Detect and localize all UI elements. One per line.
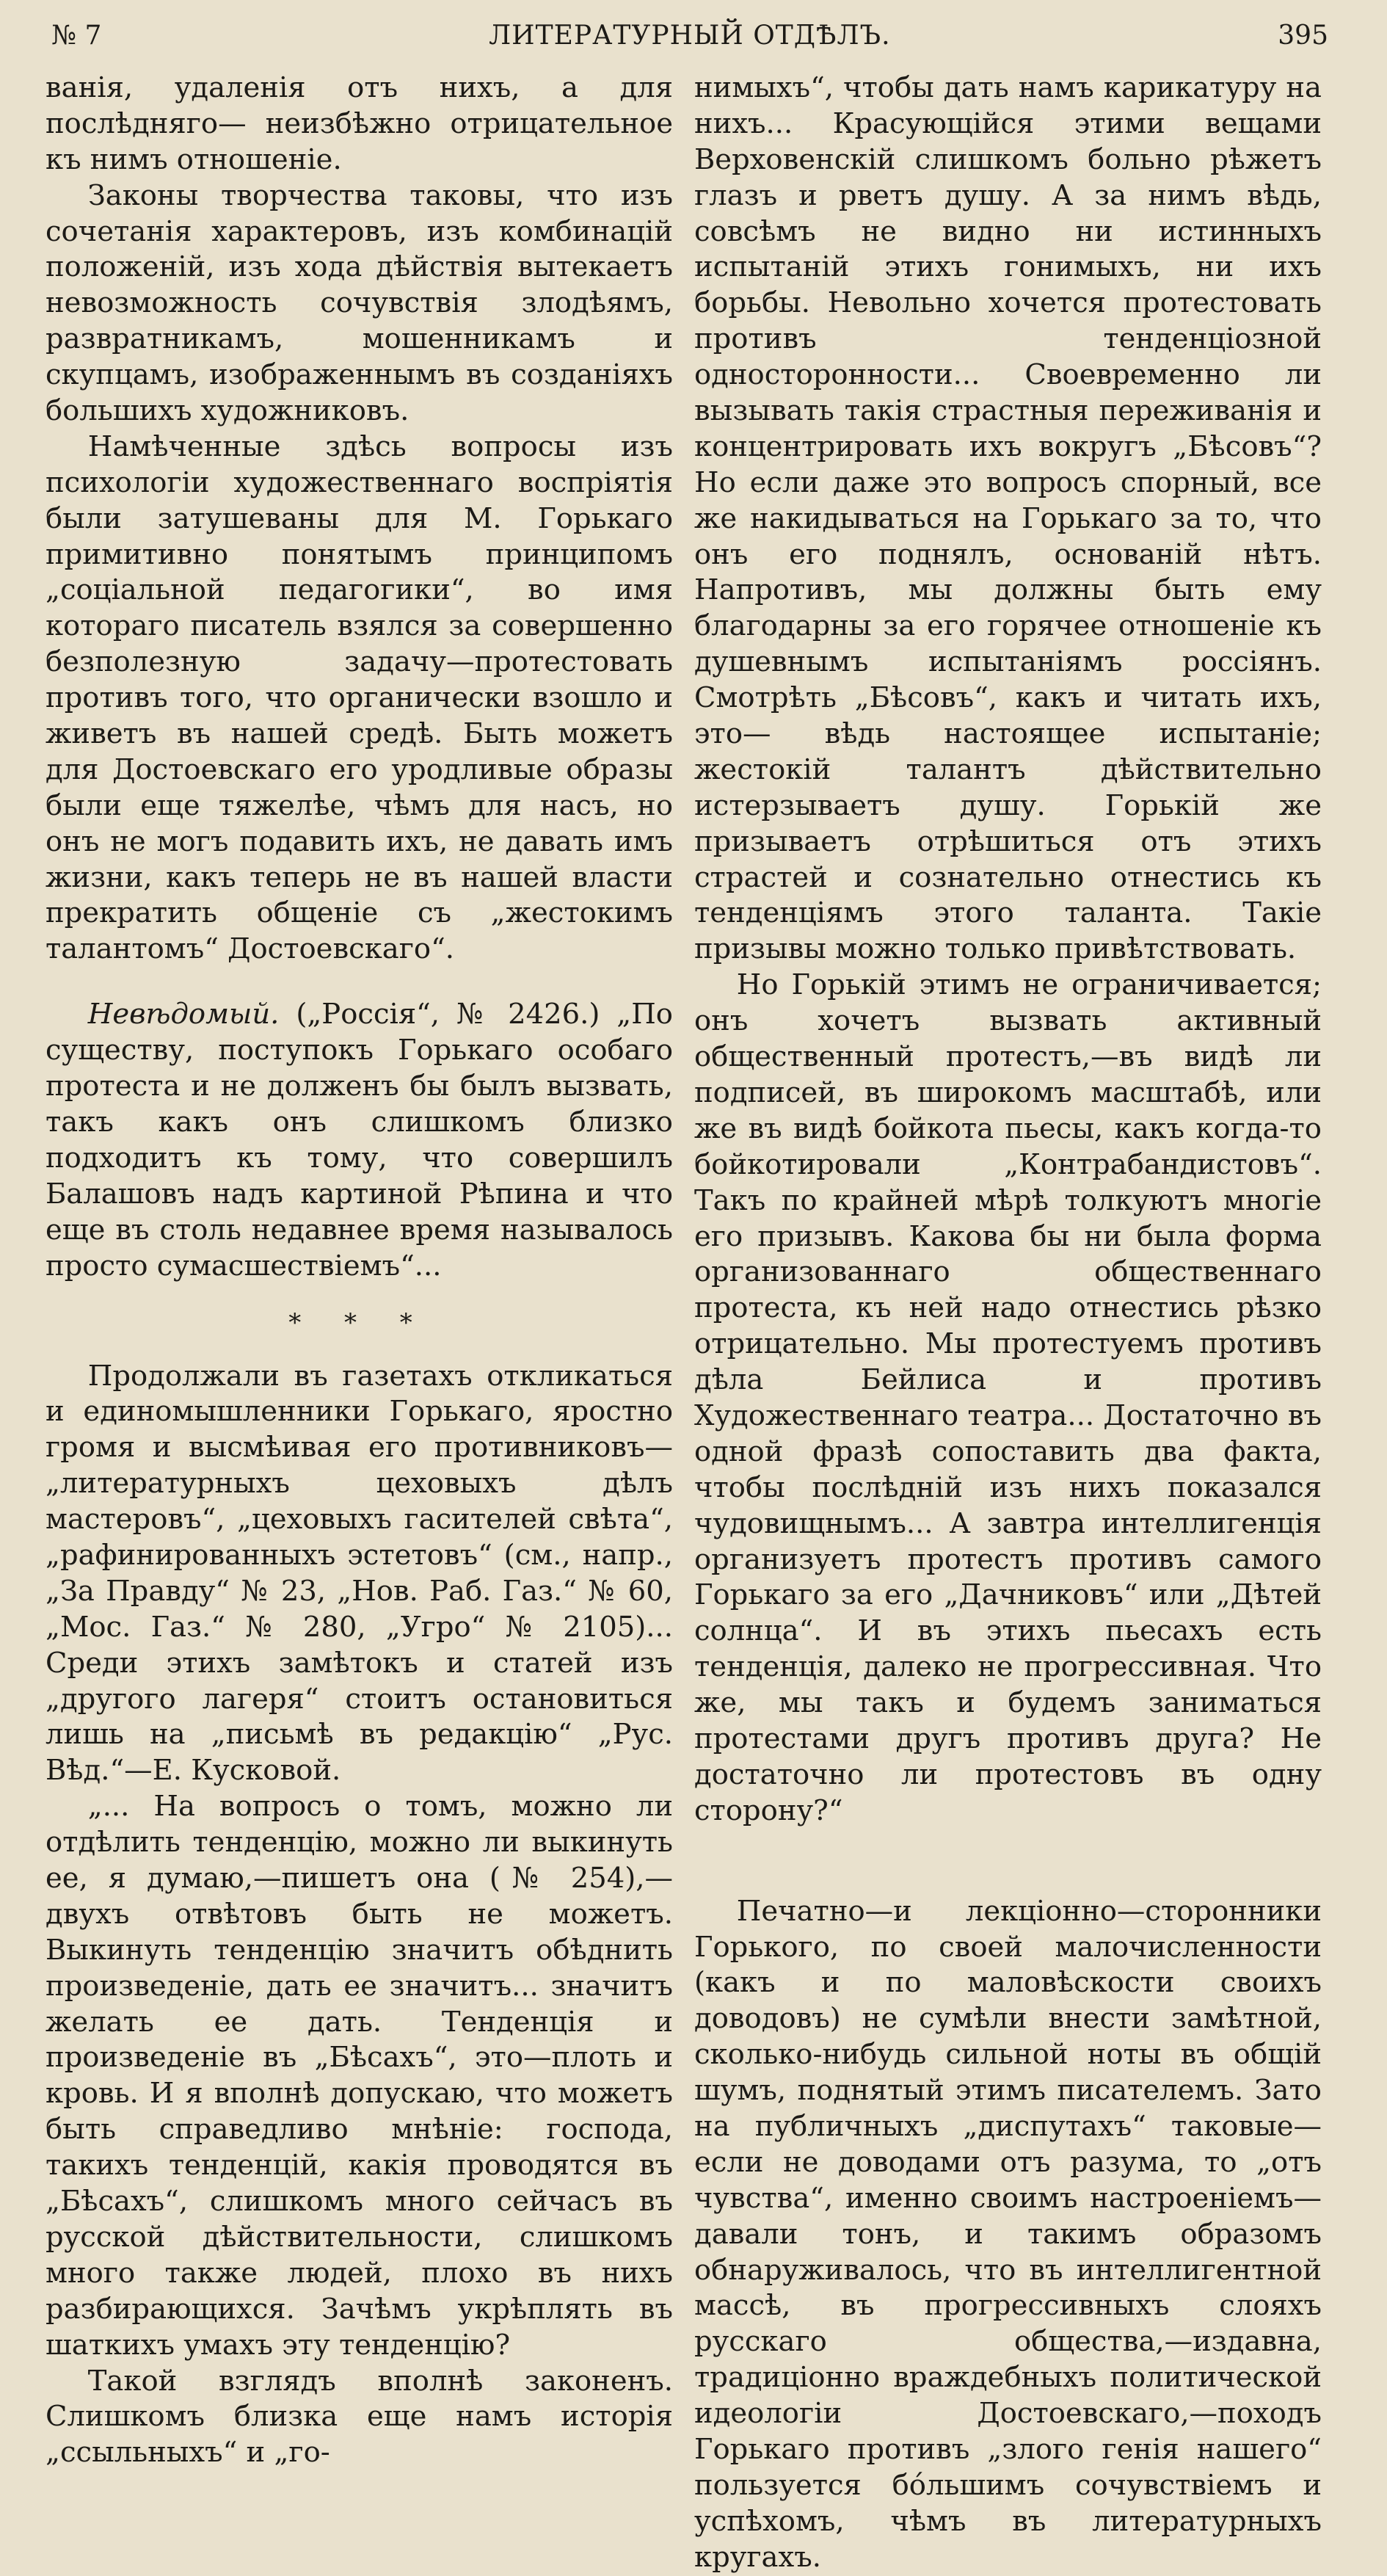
paragraph: ванія, удаленія отъ нихъ, а для послѣдняго— неизбѣжно отрицательное къ нимъ отношеніе. <box>45 71 673 176</box>
quote-text: („Россія“, № 2426.) „По существу, поступокъ Горькаго особаго протеста и не долженъ бы былъ вызвать, такъ какъ онъ слишкомъ близко подходитъ къ тому, что совершилъ Балашовъ надъ картиной Рѣпина и что еще въ столь недавнее время называлось просто сумасшествіемъ“... <box>45 998 673 1282</box>
paragraph: Такой взглядъ вполнѣ законенъ. Слишкомъ близка еще намъ исторія „ссыльныхъ“ и „го- <box>45 2364 673 2470</box>
paragraph: нимыхъ“, чтобы дать намъ карикатуру на нихъ... Красующійся этими вещами Верховенскій слишкомъ больно рѣжетъ глазъ и рветъ душу. А за нимъ вѣдь, совсѣмъ не видно ни истинныхъ испытаній этихъ гонимыхъ, ни ихъ борьбы. Невольно хочется протестовать противъ тенденціозной односторонности... Своевременно ли вызывать такія страстныя переживанія и концентрировать ихъ вокругъ „Бѣсовъ“? Но если даже это вопросъ спорный, все же накидываться на Горькаго за то, что онъ его поднялъ, основаній нѣтъ. Напротивъ, мы должны быть ему благодарны за его горячее отношеніе къ душевнымъ испытаніямъ россіянъ. Смотрѣть „Бѣсовъ“, какъ и читать ихъ, это— вѣдь настоящее испытаніе; жестокій талантъ дѣйствительно истерзываетъ душу. Горькій же призываетъ отрѣшиться отъ этихъ страстей и сознательно отнестись къ тенденціямъ этого таланта. Такіе призывы можно только привѣтствовать. <box>694 71 1322 966</box>
paragraph: Законы творчества таковы, что изъ сочетанія характеровъ, изъ комбинацій положеній, изъ хода дѣйствія вытекаетъ невозможность сочувствія злодѣямъ, развратникамъ, мошенникамъ и скупцамъ, изображеннымъ въ созданіяхъ большихъ художниковъ. <box>45 178 673 428</box>
section-title: ЛИТЕРАТУРНЫЙ ОТДѢЛЪ. <box>489 20 891 51</box>
paragraph: Намѣченные здѣсь вопросы изъ психологіи художественнаго воспріятія были затушеваны для М. Горькаго примитивно понятымъ принципомъ „соціальной педагогики“, во имя котораго писатель взялся за совершенно безполезную задачу—протестовать противъ того, что органически взошло и живетъ въ нашей средѣ. Быть можетъ для Достоевскаго его уродливые образы были еще тяжелѣе, чѣмъ для насъ, но онъ не могъ подавить ихъ, не давать имъ жизни, какъ теперь не въ нашей власти прекратить общеніе съ „жестокимъ талантомъ“ Достоевскаго“. <box>45 429 673 966</box>
quote-paragraph <box>45 997 673 1284</box>
quote-author: Невѣдомый. <box>87 998 280 1031</box>
page-header <box>51 16 1328 54</box>
paragraph: „... На вопросъ о томъ, можно ли отдѣлить тенденцію, можно ли выкинуть ее, я думаю,—пишетъ она (№ 254),—двухъ отвѣтовъ быть не можетъ. Выкинуть тенденцію значитъ обѣднить произведеніе, дать ее значитъ... значитъ желать ее дать. Тенденція и произведеніе въ „Бѣсахъ“, это—плоть и кровь. И я вполнѣ допускаю, что можетъ быть справедливо мнѣніе: господа, такихъ тенденцій, какія проводятся въ „Бѣсахъ“, слишкомъ много сейчасъ въ русской дѣйствительности, слишкомъ много также людей, плохо въ нихъ разбирающихся. Зачѣмъ укрѣплять въ шаткихъ умахъ эту тенденцію? <box>45 1790 673 2362</box>
left-column <box>45 70 673 2471</box>
paragraph: Продолжали въ газетахъ откликаться и единомышленники Горькаго, яростно громя и высмѣивая его противниковъ—„литературныхъ цеховыхъ дѣлъ мастеровъ“, „цеховыхъ гасителей свѣта“, „рафинированныхъ эстетовъ“ (см., напр., „За Правду“ № 23, „Нов. Раб. Газ.“ № 60, „Мос. Газ.“ № 280, „Угро“ № 2105)... Среди этихъ замѣтокъ и статей изъ „другого лагеря“ стоитъ остановиться лишь на „письмѣ въ редакцію“ „Рус. Вѣд.“—Е. Кусковой. <box>45 1359 673 1788</box>
right-column <box>694 70 1322 2576</box>
paragraph: Печатно—и лекціонно—сторонники Горького, по своей малочисленности (какъ и по маловѣскости своихъ доводовъ) не сумѣли внести замѣтной, сколько-нибудь сильной ноты въ общій шумъ, поднятый этимъ писателемъ. Зато на публичныхъ „диспутахъ“ таковые—если не доводами отъ разума, то „отъ чувства“, именно своимъ настроеніемъ—давали тонъ, и такимъ образомъ обнаруживалось, что въ интеллигентной массѣ, въ прогрессивныхъ слояхъ русскаго общества,—издавна, традиціонно враждебныхъ политической идеологіи Достоевскаго,—походъ Горькаго противъ „злого генія нашего“ пользуется бóльшимъ сочувствіемъ и успѣхомъ, чѣмъ въ литературныхъ кругахъ. <box>694 1894 1322 2574</box>
paragraph: Но Горькій этимъ не ограничивается; онъ хочетъ вызвать активный общественный протестъ,—въ видѣ ли подписей, въ широкомъ масштабѣ, или же въ видѣ бойкота пьесы, какъ когда-то бойкотировали „Контрабандистовъ“. Такъ по крайней мѣрѣ толкуютъ многіе его призывъ. Какова бы ни была форма организованнаго общественнаго протеста, къ ней надо отнестись рѣзко отрицательно. Мы протестуемъ противъ дѣла Бейлиса и противъ Художественнаго театра... Достаточно въ одной фразѣ сопоставить два факта, чтобы послѣдній изъ нихъ показался чудовищнымъ... А завтра интеллигенція организуетъ протестъ противъ самого Горькаго за его „Дачниковъ“ или „Дѣтей солнца“. И въ этихъ пьесахъ есть тенденція, далеко не прогрессивная. Что же, мы такъ и будемъ заниматься протестами другъ противъ друга? Не достаточно ли протестовъ въ одну сторону?“ <box>694 968 1322 1827</box>
issue-number: № 7 <box>51 20 102 51</box>
section-divider: * * * <box>288 1308 430 1338</box>
page-number: 395 <box>1278 20 1328 51</box>
